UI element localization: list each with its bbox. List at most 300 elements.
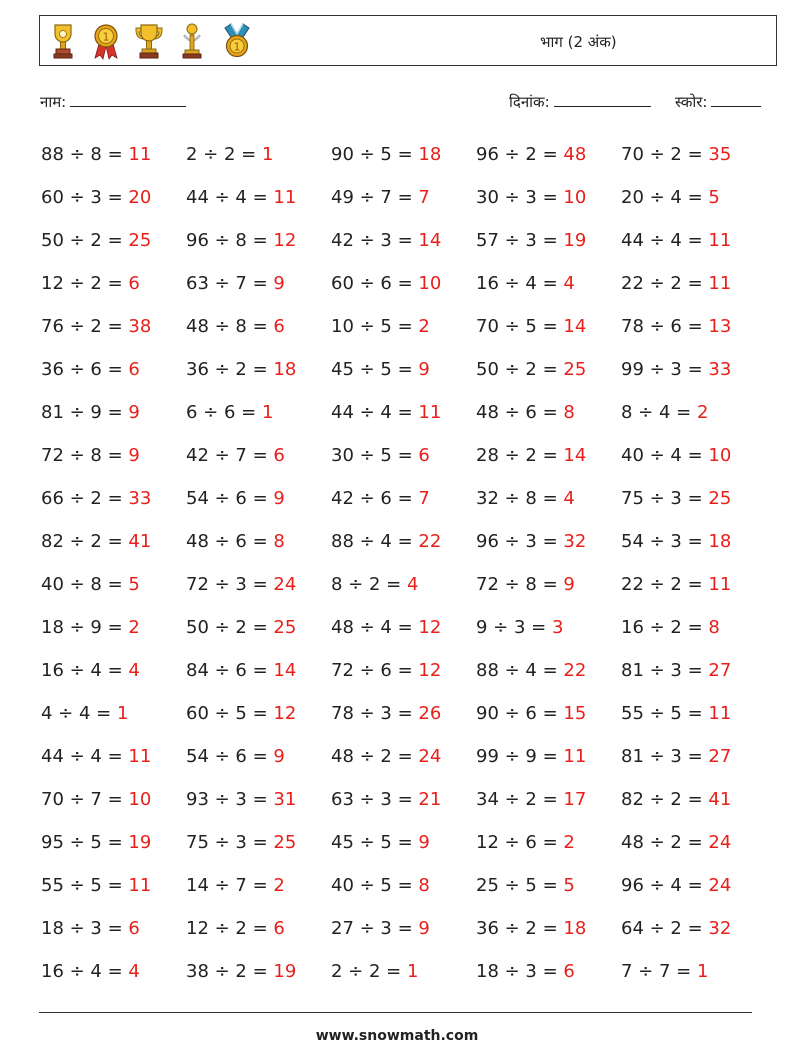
problem-item [476, 657, 621, 700]
worksheet-title: भाग (2 अंक) [540, 33, 617, 51]
problem-question: 4 ÷ 4 = [41, 703, 117, 724]
problem-answer: 14 [563, 316, 587, 337]
problem-question: 38 ÷ 2 = [186, 961, 274, 982]
problem-answer: 1 [261, 402, 274, 423]
problem-item [41, 184, 186, 227]
problem-question: 36 ÷ 2 = [186, 359, 274, 380]
problem-item [331, 485, 476, 528]
problem-item [186, 915, 331, 958]
problem-answer: 14 [418, 230, 442, 251]
problem-question: 32 ÷ 8 = [476, 488, 564, 509]
award-icon [177, 22, 207, 60]
problem-item [621, 915, 766, 958]
problem-item [621, 786, 766, 829]
problem-question: 16 ÷ 4 = [41, 660, 129, 681]
problem-item [331, 227, 476, 270]
problem-question: 8 ÷ 2 = [331, 574, 407, 595]
problem-question: 49 ÷ 7 = [331, 187, 419, 208]
problem-answer: 4 [128, 961, 140, 982]
problem-answer: 11 [708, 273, 732, 294]
problem-answer: 24 [418, 746, 442, 767]
problem-answer: 2 [696, 402, 709, 423]
problem-answer: 33 [708, 359, 732, 380]
problem-item [41, 786, 186, 829]
problem-answer: 19 [273, 961, 297, 982]
problem-question: 44 ÷ 4 = [186, 187, 274, 208]
problem-item [331, 313, 476, 356]
problem-answer: 25 [128, 230, 152, 251]
problem-item [41, 313, 186, 356]
problem-question: 81 ÷ 9 = [41, 402, 129, 423]
problem-question: 40 ÷ 8 = [41, 574, 129, 595]
problem-question: 50 ÷ 2 = [41, 230, 129, 251]
problem-question: 42 ÷ 6 = [331, 488, 419, 509]
problem-answer: 24 [273, 574, 297, 595]
problem-item [621, 614, 766, 657]
problem-item [331, 141, 476, 184]
problem-answer: 8 [273, 531, 285, 552]
problem-item [476, 614, 621, 657]
problem-item [331, 872, 476, 915]
problem-answer: 9 [128, 402, 140, 423]
problem-question: 78 ÷ 3 = [331, 703, 419, 724]
problem-question: 96 ÷ 8 = [186, 230, 274, 251]
problem-item [186, 829, 331, 872]
problem-item [186, 872, 331, 915]
score-line[interactable] [711, 92, 761, 107]
problem-item [186, 356, 331, 399]
problem-question: 48 ÷ 2 = [621, 832, 709, 853]
problem-item [476, 743, 621, 786]
problem-item [621, 399, 766, 442]
problem-item [186, 786, 331, 829]
problem-question: 70 ÷ 2 = [621, 144, 709, 165]
problem-answer: 2 [418, 316, 430, 337]
problem-question: 63 ÷ 7 = [186, 273, 274, 294]
problem-item [476, 141, 621, 184]
problem-question: 81 ÷ 3 = [621, 746, 709, 767]
problem-answer: 10 [563, 187, 587, 208]
problem-item [621, 442, 766, 485]
problem-answer: 5 [128, 574, 140, 595]
problem-answer: 3 [551, 617, 564, 638]
problem-item [41, 657, 186, 700]
problem-answer: 25 [273, 832, 297, 853]
problem-item [41, 227, 186, 270]
problem-question: 12 ÷ 6 = [476, 832, 564, 853]
medal-icon [91, 22, 121, 60]
problem-answer: 2 [273, 875, 285, 896]
problem-question: 60 ÷ 3 = [41, 187, 129, 208]
problem-question: 54 ÷ 3 = [621, 531, 709, 552]
problem-question: 55 ÷ 5 = [41, 875, 129, 896]
problem-question: 90 ÷ 5 = [331, 144, 419, 165]
problem-item [476, 528, 621, 571]
problem-answer: 6 [273, 918, 285, 939]
problem-question: 12 ÷ 2 = [186, 918, 274, 939]
problem-answer: 1 [406, 961, 419, 982]
problem-answer: 27 [708, 746, 732, 767]
problem-question: 48 ÷ 6 = [186, 531, 274, 552]
problem-answer: 21 [418, 789, 442, 810]
problem-question: 84 ÷ 6 = [186, 660, 274, 681]
problem-question: 50 ÷ 2 = [476, 359, 564, 380]
problem-item [331, 700, 476, 743]
problem-answer: 10 [708, 445, 732, 466]
footer-url: www.snowmath.com [315, 1028, 479, 1044]
problem-item [621, 141, 766, 184]
problem-question: 12 ÷ 2 = [41, 273, 129, 294]
problem-question: 22 ÷ 2 = [621, 273, 709, 294]
problem-question: 60 ÷ 6 = [331, 273, 419, 294]
problem-question: 90 ÷ 6 = [476, 703, 564, 724]
problem-question: 82 ÷ 2 = [41, 531, 129, 552]
problem-question: 36 ÷ 2 = [476, 918, 564, 939]
problem-item [621, 528, 766, 571]
problem-item [621, 571, 766, 614]
problem-question: 2 ÷ 2 = [186, 144, 262, 165]
problem-item [476, 313, 621, 356]
problem-answer: 22 [418, 531, 442, 552]
problem-question: 64 ÷ 2 = [621, 918, 709, 939]
problem-question: 20 ÷ 4 = [621, 187, 709, 208]
problem-item [476, 786, 621, 829]
date-line[interactable] [554, 92, 651, 107]
problem-answer: 31 [273, 789, 297, 810]
problem-question: 18 ÷ 3 = [41, 918, 129, 939]
svg-text:1: 1 [233, 40, 241, 54]
problem-item [476, 485, 621, 528]
problem-question: 45 ÷ 5 = [331, 832, 419, 853]
problem-question: 42 ÷ 3 = [331, 230, 419, 251]
problem-question: 72 ÷ 8 = [41, 445, 129, 466]
problem-item [476, 356, 621, 399]
problem-item [621, 356, 766, 399]
problem-item [621, 657, 766, 700]
problem-question: 57 ÷ 3 = [476, 230, 564, 251]
problem-item [41, 829, 186, 872]
problem-answer: 25 [273, 617, 297, 638]
problem-answer: 22 [563, 660, 587, 681]
problem-question: 14 ÷ 7 = [186, 875, 274, 896]
award-icons [48, 22, 254, 60]
problem-answer: 11 [708, 574, 732, 595]
problem-answer: 1 [696, 961, 709, 982]
problem-question: 30 ÷ 5 = [331, 445, 419, 466]
problem-item [331, 786, 476, 829]
problem-answer: 6 [128, 918, 140, 939]
problem-question: 27 ÷ 3 = [331, 918, 419, 939]
problem-answer: 11 [128, 144, 152, 165]
problem-question: 60 ÷ 5 = [186, 703, 274, 724]
problem-item [186, 657, 331, 700]
problem-item [476, 399, 621, 442]
problem-item [476, 700, 621, 743]
problem-item [621, 313, 766, 356]
problem-question: 40 ÷ 4 = [621, 445, 709, 466]
problem-item [331, 958, 476, 1001]
problem-answer: 6 [273, 445, 285, 466]
problem-question: 44 ÷ 4 = [41, 746, 129, 767]
problem-question: 55 ÷ 5 = [621, 703, 709, 724]
problem-item [41, 872, 186, 915]
problem-question: 99 ÷ 3 = [621, 359, 709, 380]
problem-question: 66 ÷ 2 = [41, 488, 129, 509]
problem-question: 18 ÷ 3 = [476, 961, 564, 982]
problem-item [331, 270, 476, 313]
problem-answer: 8 [708, 617, 720, 638]
problem-item [41, 528, 186, 571]
problem-grid [41, 141, 761, 1001]
problem-answer: 2 [128, 617, 140, 638]
date-label: दिनांक: [509, 93, 550, 111]
problem-answer: 19 [563, 230, 587, 251]
problem-question: 70 ÷ 5 = [476, 316, 564, 337]
problem-item [41, 958, 186, 1001]
problem-answer: 25 [708, 488, 732, 509]
problem-question: 8 ÷ 4 = [621, 402, 697, 423]
problem-question: 95 ÷ 5 = [41, 832, 129, 853]
problem-item [476, 442, 621, 485]
problem-question: 75 ÷ 3 = [186, 832, 274, 853]
problem-answer: 10 [128, 789, 152, 810]
problem-answer: 6 [418, 445, 430, 466]
problem-question: 81 ÷ 3 = [621, 660, 709, 681]
problem-question: 75 ÷ 3 = [621, 488, 709, 509]
score-label: स्कोर: [675, 93, 708, 111]
problem-item [186, 700, 331, 743]
problem-answer: 11 [273, 187, 297, 208]
problem-question: 48 ÷ 2 = [331, 746, 419, 767]
problem-question: 25 ÷ 5 = [476, 875, 564, 896]
problem-answer: 18 [708, 531, 732, 552]
problem-question: 88 ÷ 4 = [331, 531, 419, 552]
problem-item [186, 743, 331, 786]
problem-question: 93 ÷ 3 = [186, 789, 274, 810]
problem-item [476, 227, 621, 270]
problem-question: 96 ÷ 3 = [476, 531, 564, 552]
problem-item [331, 528, 476, 571]
problem-answer: 11 [708, 703, 732, 724]
problem-answer: 5 [708, 187, 720, 208]
problem-answer: 12 [418, 617, 442, 638]
header-box [39, 15, 777, 66]
problem-answer: 27 [708, 660, 732, 681]
problem-item [41, 485, 186, 528]
problem-question: 50 ÷ 2 = [186, 617, 274, 638]
name-line[interactable] [70, 92, 186, 107]
problem-question: 7 ÷ 7 = [621, 961, 697, 982]
problem-answer: 13 [708, 316, 732, 337]
problem-answer: 14 [273, 660, 297, 681]
problem-item [621, 958, 766, 1001]
problem-answer: 32 [563, 531, 587, 552]
problem-answer: 9 [418, 832, 430, 853]
problem-answer: 6 [128, 359, 140, 380]
footer-divider [39, 1012, 752, 1013]
problem-answer: 18 [418, 144, 442, 165]
problem-item [186, 958, 331, 1001]
problem-item [186, 485, 331, 528]
problem-question: 22 ÷ 2 = [621, 574, 709, 595]
problem-answer: 2 [563, 832, 575, 853]
problem-question: 16 ÷ 2 = [621, 617, 709, 638]
problem-question: 16 ÷ 4 = [41, 961, 129, 982]
problem-item [476, 270, 621, 313]
problem-question: 10 ÷ 5 = [331, 316, 419, 337]
date-field [509, 92, 651, 112]
problem-question: 40 ÷ 5 = [331, 875, 419, 896]
problem-answer: 6 [128, 273, 140, 294]
problem-answer: 8 [418, 875, 430, 896]
problem-question: 34 ÷ 2 = [476, 789, 564, 810]
problem-item [331, 829, 476, 872]
problem-answer: 7 [418, 187, 430, 208]
problem-item [41, 915, 186, 958]
problem-item [186, 184, 331, 227]
problem-item [476, 829, 621, 872]
problem-answer: 9 [418, 918, 430, 939]
problem-answer: 9 [273, 488, 285, 509]
problem-answer: 15 [563, 703, 587, 724]
problem-item [41, 700, 186, 743]
problem-item [41, 442, 186, 485]
name-label: नाम: [40, 93, 67, 111]
problem-answer: 19 [128, 832, 152, 853]
problem-item [621, 485, 766, 528]
problem-question: 45 ÷ 5 = [331, 359, 419, 380]
problem-item [331, 356, 476, 399]
trophy-icon [48, 22, 78, 60]
problem-answer: 35 [708, 144, 732, 165]
problem-item [41, 141, 186, 184]
problem-answer: 11 [708, 230, 732, 251]
problem-answer: 10 [418, 273, 442, 294]
problem-item [621, 829, 766, 872]
problem-question: 2 ÷ 2 = [331, 961, 407, 982]
problem-item [476, 184, 621, 227]
problem-item [186, 614, 331, 657]
problem-question: 76 ÷ 2 = [41, 316, 129, 337]
problem-answer: 11 [418, 402, 442, 423]
problem-question: 6 ÷ 6 = [186, 402, 262, 423]
problem-item [476, 915, 621, 958]
problem-item [331, 743, 476, 786]
problem-question: 28 ÷ 2 = [476, 445, 564, 466]
problem-question: 72 ÷ 6 = [331, 660, 419, 681]
problem-answer: 17 [563, 789, 587, 810]
problem-item [331, 399, 476, 442]
problem-question: 88 ÷ 4 = [476, 660, 564, 681]
problem-question: 63 ÷ 3 = [331, 789, 419, 810]
problem-item [476, 872, 621, 915]
score-field [675, 92, 761, 112]
problem-item [331, 571, 476, 614]
problem-question: 54 ÷ 6 = [186, 488, 274, 509]
problem-item [476, 571, 621, 614]
problem-answer: 33 [128, 488, 152, 509]
problem-answer: 7 [418, 488, 430, 509]
problem-item [41, 743, 186, 786]
problem-question: 88 ÷ 8 = [41, 144, 129, 165]
problem-question: 48 ÷ 8 = [186, 316, 274, 337]
problem-answer: 32 [708, 918, 732, 939]
problem-question: 48 ÷ 4 = [331, 617, 419, 638]
problem-question: 72 ÷ 3 = [186, 574, 274, 595]
problem-question: 54 ÷ 6 = [186, 746, 274, 767]
problem-question: 30 ÷ 3 = [476, 187, 564, 208]
problem-item [186, 528, 331, 571]
problem-item [186, 399, 331, 442]
problem-item [621, 872, 766, 915]
problem-question: 72 ÷ 8 = [476, 574, 564, 595]
problem-item [41, 571, 186, 614]
problem-question: 99 ÷ 9 = [476, 746, 564, 767]
problem-question: 96 ÷ 4 = [621, 875, 709, 896]
problem-item [621, 227, 766, 270]
problem-answer: 9 [273, 746, 285, 767]
problem-item [186, 141, 331, 184]
problem-item [186, 571, 331, 614]
problem-question: 96 ÷ 2 = [476, 144, 564, 165]
problem-answer: 18 [273, 359, 297, 380]
problem-answer: 41 [128, 531, 152, 552]
problem-question: 16 ÷ 4 = [476, 273, 564, 294]
problem-item [186, 313, 331, 356]
problem-answer: 48 [563, 144, 587, 165]
problem-question: 42 ÷ 7 = [186, 445, 274, 466]
problem-item [331, 442, 476, 485]
problem-item [41, 614, 186, 657]
problem-item [476, 958, 621, 1001]
problem-question: 48 ÷ 6 = [476, 402, 564, 423]
problem-answer: 41 [708, 789, 732, 810]
problem-answer: 25 [563, 359, 587, 380]
problem-question: 44 ÷ 4 = [621, 230, 709, 251]
problem-answer: 24 [708, 832, 732, 853]
problem-answer: 12 [273, 230, 297, 251]
problem-answer: 9 [273, 273, 285, 294]
problem-question: 82 ÷ 2 = [621, 789, 709, 810]
problem-answer: 8 [563, 402, 575, 423]
problem-answer: 1 [261, 144, 274, 165]
trophy-cup-icon [134, 22, 164, 60]
problem-item [621, 700, 766, 743]
problem-item [621, 184, 766, 227]
problem-question: 78 ÷ 6 = [621, 316, 709, 337]
problem-item [331, 657, 476, 700]
problem-answer: 26 [418, 703, 442, 724]
problem-answer: 11 [563, 746, 587, 767]
problem-answer: 4 [563, 273, 575, 294]
problem-answer: 9 [418, 359, 430, 380]
problem-answer: 6 [273, 316, 285, 337]
problem-answer: 18 [563, 918, 587, 939]
problem-item [331, 614, 476, 657]
problem-item [331, 915, 476, 958]
problem-answer: 38 [128, 316, 152, 337]
problem-answer: 20 [128, 187, 152, 208]
svg-text:1: 1 [102, 30, 110, 44]
medal-ribbon-icon [220, 22, 254, 60]
problem-question: 18 ÷ 9 = [41, 617, 129, 638]
problem-item [186, 442, 331, 485]
problem-answer: 1 [116, 703, 129, 724]
problem-item [331, 184, 476, 227]
problem-answer: 5 [563, 875, 575, 896]
problem-answer: 11 [128, 746, 152, 767]
problem-answer: 12 [273, 703, 297, 724]
